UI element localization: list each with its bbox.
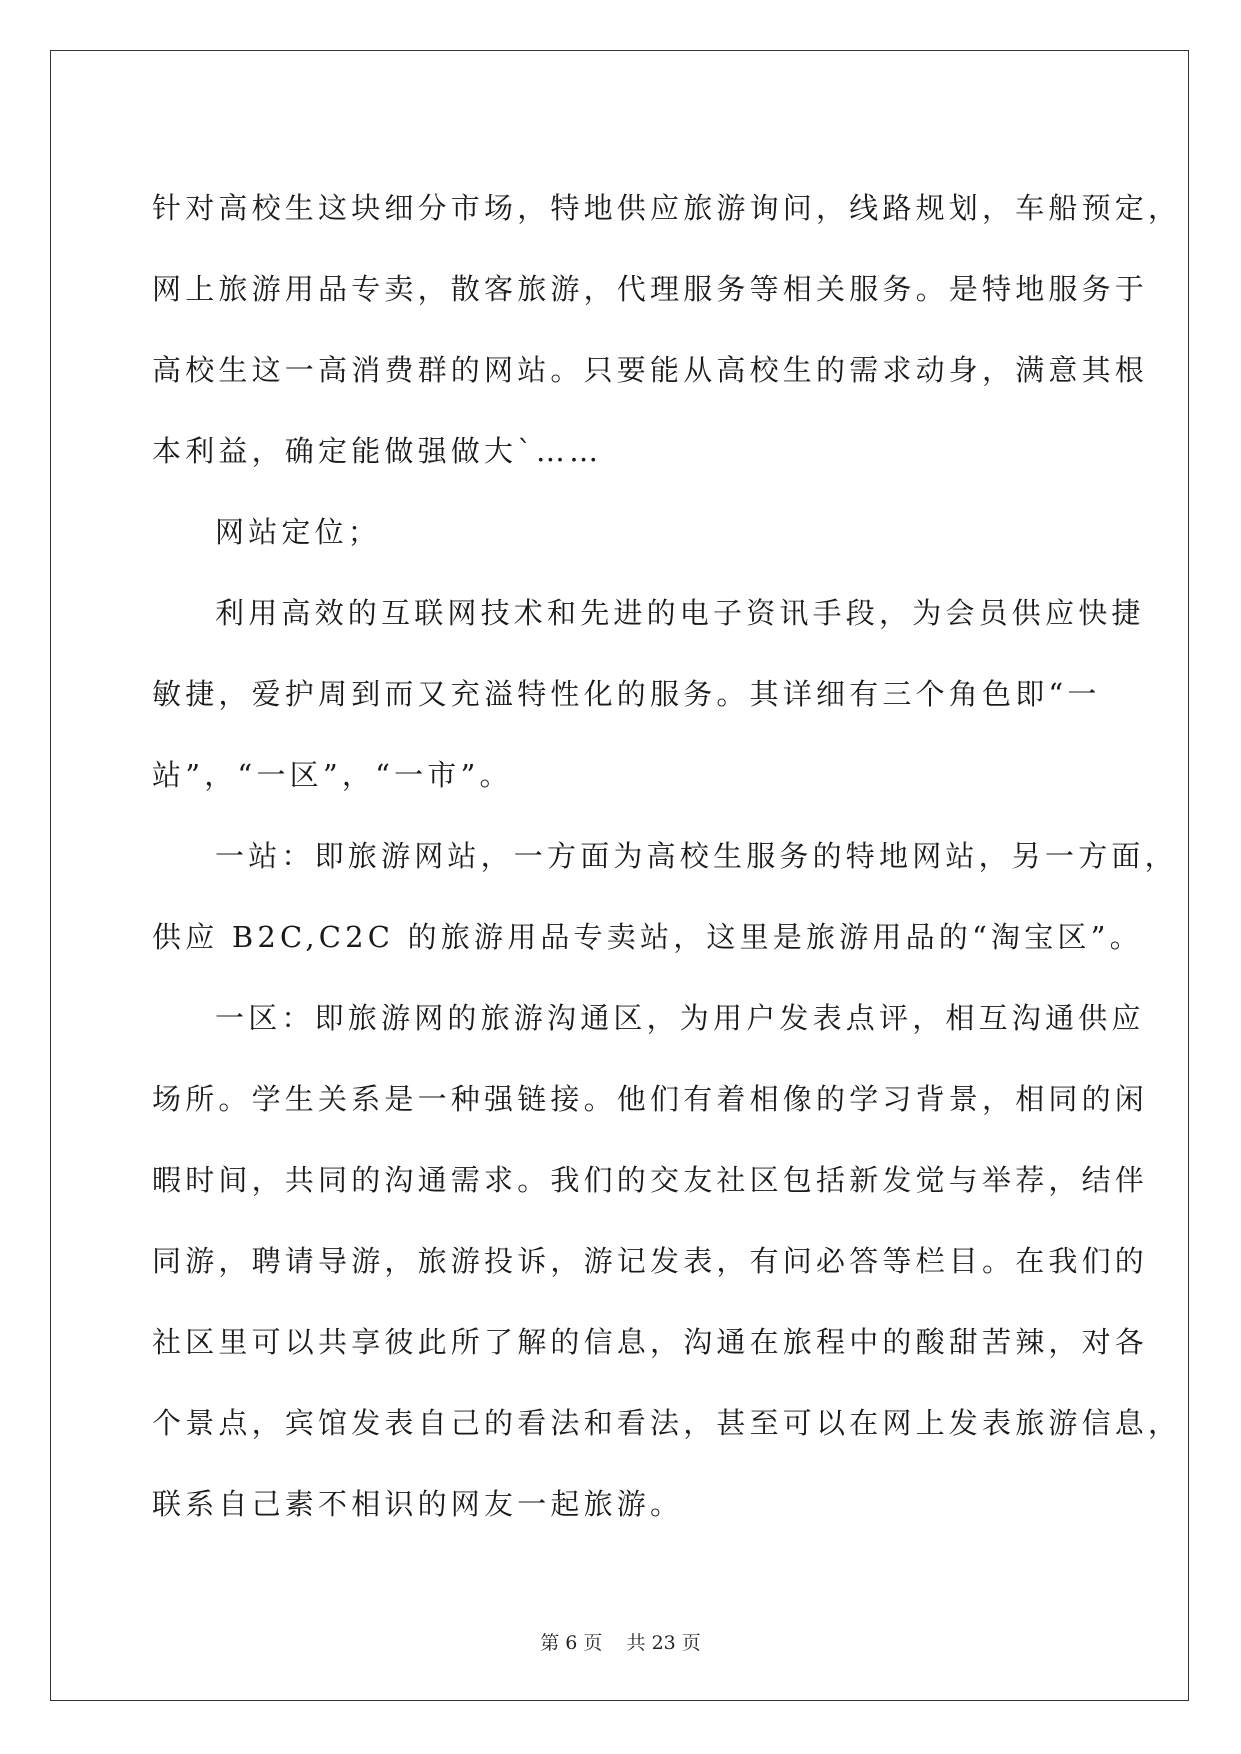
text-line: 供应 B2C,C2C 的旅游用品专卖站，这里是旅游用品的“淘宝区”。 (152, 920, 1143, 954)
page-footer (0, 1628, 1241, 1655)
page-total: 共 23 页 (626, 1632, 701, 1654)
text-line: 网上旅游用品专卖，散客旅游，代理服务等相关服务。是特地服务于 (152, 272, 1149, 306)
text-line: 利用高效的互联网技术和先进的电子资讯手段，为会员供应快捷 (215, 596, 1145, 630)
document-body (152, 168, 1182, 1545)
section-heading: 网站定位； (215, 515, 382, 549)
text-line: 个景点，宾馆发表自己的看法和看法，甚至可以在网上发表旅游信息， (152, 1406, 1182, 1440)
text-line: 站”，“一区”，“一市”。 (152, 758, 513, 792)
text-line: 一站：即旅游网站，一方面为高校生服务的特地网站，另一方面， (215, 839, 1178, 873)
text-line: 联系自己素不相识的网友一起旅游。 (152, 1487, 684, 1521)
text-line: 暇时间，共同的沟通需求。我们的交友社区包括新发觉与举荐，结伴 (152, 1163, 1149, 1197)
text-line: 场所。学生关系是一种强链接。他们有着相像的学习背景，相同的闲 (152, 1082, 1149, 1116)
text-line: 一区：即旅游网的旅游沟通区，为用户发表点评，相互沟通供应 (215, 1001, 1145, 1035)
text-line: 针对高校生这块细分市场，特地供应旅游询问，线路规划，车船预定， (152, 191, 1182, 225)
text-line: 社区里可以共享彼此所了解的信息，沟通在旅程中的酸甜苦辣，对各 (152, 1325, 1149, 1359)
text-line: 高校生这一高消费群的网站。只要能从高校生的需求动身，满意其根 (152, 353, 1149, 387)
page-number: 第 6 页 (540, 1632, 603, 1654)
text-line: 同游，聘请导游，旅游投诉，游记发表，有问必答等栏目。在我们的 (152, 1244, 1149, 1278)
text-line: 本利益，确定能做强做大`…… (152, 434, 603, 468)
text-line: 敏捷，爱护周到而又充溢特性化的服务。其详细有三个角色即“一 (152, 677, 1101, 711)
